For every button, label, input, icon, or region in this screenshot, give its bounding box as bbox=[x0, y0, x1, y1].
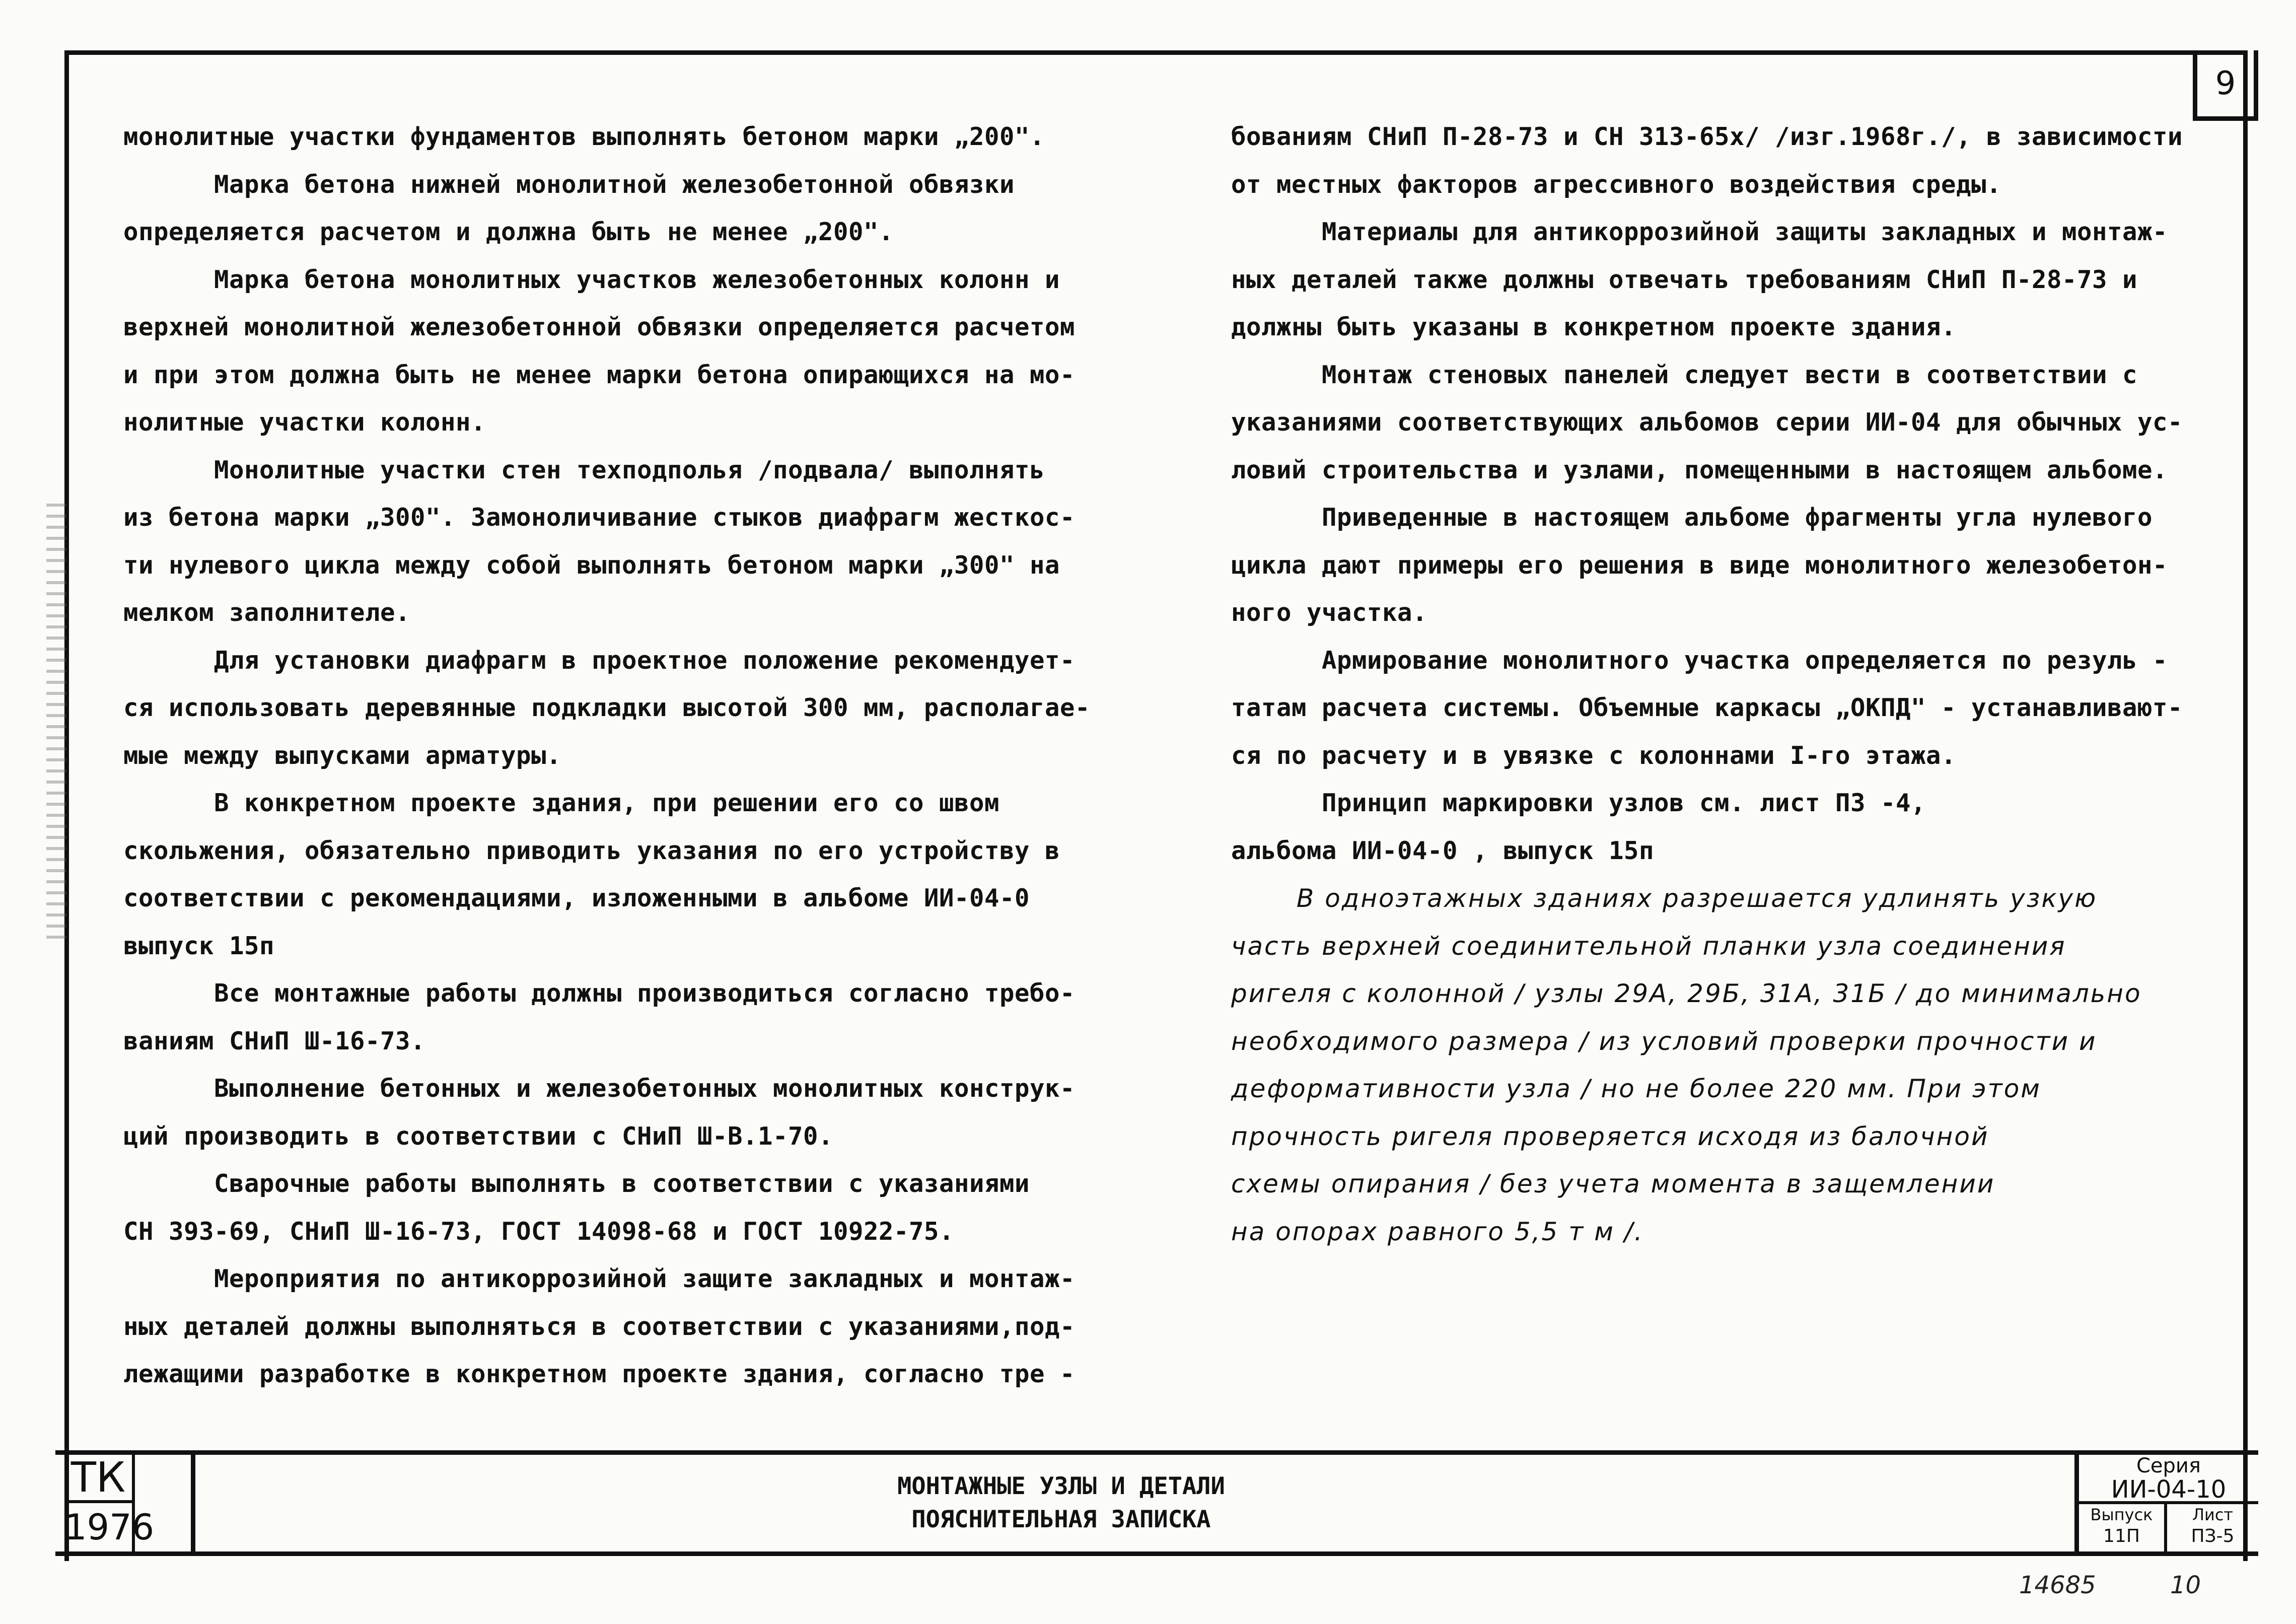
text-line: ных деталей также должны отвечать требованиям СНиП П-28-73 и bbox=[1231, 265, 2138, 294]
text-line: деформативности узла / но не более 220 мм. При этом bbox=[1231, 1074, 2042, 1103]
text-line: соответствии с рекомендациями, изложенными в альбоме ИИ-04-0 bbox=[123, 884, 1030, 912]
text-line: ного участка. bbox=[1231, 598, 1428, 627]
issue-value: 11П bbox=[2103, 1526, 2140, 1546]
text-line: мые между выпусками арматуры. bbox=[123, 741, 562, 770]
text-line: Выполнение бетонных и железобетонных монолитных конструк- bbox=[214, 1074, 1075, 1103]
text-line: Для установки диафрагм в проектное положение рекомендует- bbox=[214, 646, 1075, 675]
text-line: татам расчета системы. Объемные каркасы „ОКПД" - устанавливают- bbox=[1231, 693, 2183, 722]
text-line: прочность ригеля проверяется исходя из балочной bbox=[1231, 1121, 1989, 1151]
text-line: ся по расчету и в увязке с колоннами I-го этажа. bbox=[1231, 741, 1957, 770]
inventory-number: 14685 bbox=[2019, 1571, 2096, 1599]
organization-year: 1976 bbox=[64, 1503, 135, 1551]
organization-code: ТК bbox=[64, 1455, 135, 1503]
text-line: ригеля с колонной / узлы 29А, 29Б, 31А, 31Б / до минимально bbox=[1231, 979, 2142, 1008]
text-line: монолитные участки фундаментов выполнять бетоном марки „200". bbox=[123, 122, 1045, 151]
text-line: ти нулевого цикла между собой выполнять бетоном марки „300" на bbox=[123, 550, 1060, 580]
text-line: Сварочные работы выполнять в соответствии с указаниями bbox=[214, 1169, 1030, 1198]
series-box bbox=[2074, 1455, 2258, 1551]
text-line: ций производить в соответствии с СНиП Ш-В.1-70. bbox=[123, 1121, 834, 1151]
issue-label: Выпуск bbox=[2090, 1505, 2153, 1524]
text-line: на опорах равного 5,5 т м /. bbox=[1231, 1217, 1644, 1246]
document-title bbox=[55, 1470, 2067, 1536]
sheet-counter: 10 bbox=[2170, 1571, 2201, 1599]
series-cell bbox=[2079, 1455, 2258, 1504]
right-text-column bbox=[1231, 113, 2188, 1255]
text-line: цикла дают примеры его решения в виде монолитного железобетон- bbox=[1231, 550, 2168, 580]
text-line: указаниями соответствующих альбомов серии ИИ-04 для обычных ус- bbox=[1231, 408, 2183, 437]
text-line: ваниям СНиП Ш-16-73. bbox=[123, 1026, 426, 1055]
text-line: и при этом должна быть не менее марки бетона опирающихся на мо- bbox=[123, 360, 1075, 389]
text-line: Армирование монолитного участка определяется по резуль - bbox=[1322, 646, 2168, 675]
text-line: часть верхней соединительной планки узла соединения bbox=[1231, 931, 2066, 961]
text-line: от местных факторов агрессивного воздействия среды. bbox=[1231, 170, 2002, 199]
text-line: мелком заполнителе. bbox=[123, 598, 411, 627]
text-line: Мероприятия по антикоррозийной защите закладных и монтаж- bbox=[214, 1264, 1075, 1293]
text-line: СН 393-69, СНиП Ш-16-73, ГОСТ 14098-68 и ГОСТ 10922-75. bbox=[123, 1217, 955, 1246]
text-line: Материалы для антикоррозийной защиты закладных и монтаж- bbox=[1322, 218, 2168, 246]
text-line: схемы опирания / без учета момента в защемлении bbox=[1231, 1169, 1995, 1198]
text-line: Монтаж стеновых панелей следует вести в соответствии с bbox=[1322, 360, 2138, 389]
text-line: лежащими разработке в конкретном проекте здания, согласно тре - bbox=[123, 1360, 1075, 1388]
text-line: необходимого размера / из условий проверки прочности и bbox=[1231, 1026, 2097, 1056]
sheet-label: Лист bbox=[2192, 1505, 2234, 1524]
margin-stamp-marks bbox=[46, 504, 66, 947]
text-line: из бетона марки „300". Замоноличивание стыков диафрагм жесткос- bbox=[123, 503, 1075, 532]
text-line: определяется расчетом и должна быть не менее „200". bbox=[123, 218, 894, 246]
text-line: Монолитные участки стен техподполья /подвала/ выполнять bbox=[214, 455, 1045, 484]
text-line: нолитные участки колонн. bbox=[123, 408, 486, 437]
series-label: Серия bbox=[2136, 1454, 2201, 1477]
title-block bbox=[55, 1450, 2258, 1556]
title-line-2: ПОЯСНИТЕЛЬНАЯ ЗАПИСКА bbox=[911, 1506, 1211, 1533]
series-value: ИИ-04-10 bbox=[2111, 1475, 2227, 1504]
sheet-value: ПЗ-5 bbox=[2191, 1526, 2235, 1546]
sheet-cell bbox=[2167, 1504, 2258, 1551]
text-line: ся использовать деревянные подкладки высотой 300 мм, располагае- bbox=[123, 693, 1091, 722]
left-text-column bbox=[123, 113, 1091, 1398]
text-line: бованиям СНиП П-28-73 и СН 313-65х/ /изг.1968г./, в зависимости bbox=[1231, 122, 2183, 151]
text-line: Все монтажные работы должны производиться согласно требо- bbox=[214, 979, 1075, 1008]
text-line: верхней монолитной железобетонной обвязки определяется расчетом bbox=[123, 313, 1075, 341]
text-line: Марка бетона монолитных участков железобетонных колонн и bbox=[214, 265, 1060, 294]
text-line: Принцип маркировки узлов см. лист ПЗ -4, bbox=[1322, 789, 1926, 817]
issue-cell bbox=[2079, 1504, 2167, 1551]
page-number: 9 bbox=[2193, 50, 2258, 121]
text-line: В одноэтажных зданиях разрешается удлинять узкую bbox=[1297, 884, 2098, 913]
text-line: ловий строительства и узлами, помещенными в настоящем альбоме. bbox=[1231, 455, 2168, 484]
text-line: альбома ИИ-04-0 , выпуск 15п bbox=[1231, 836, 1655, 865]
title-line-1: МОНТАЖНЫЕ УЗЛЫ И ДЕТАЛИ bbox=[897, 1472, 1225, 1500]
text-line: скольжения, обязательно приводить указания по его устройству в bbox=[123, 836, 1060, 865]
text-line: В конкретном проекте здания, при решении его со швом bbox=[214, 789, 1000, 817]
text-line: выпуск 15п bbox=[123, 931, 275, 960]
text-line: Приведенные в настоящем альбоме фрагменты угла нулевого bbox=[1322, 503, 2153, 532]
text-line: должны быть указаны в конкретном проекте здания. bbox=[1231, 313, 1957, 341]
text-line: Марка бетона нижней монолитной железобетонной обвязки bbox=[214, 170, 1015, 199]
text-line: ных деталей должны выполняться в соответствии с указаниями,под- bbox=[123, 1312, 1075, 1341]
